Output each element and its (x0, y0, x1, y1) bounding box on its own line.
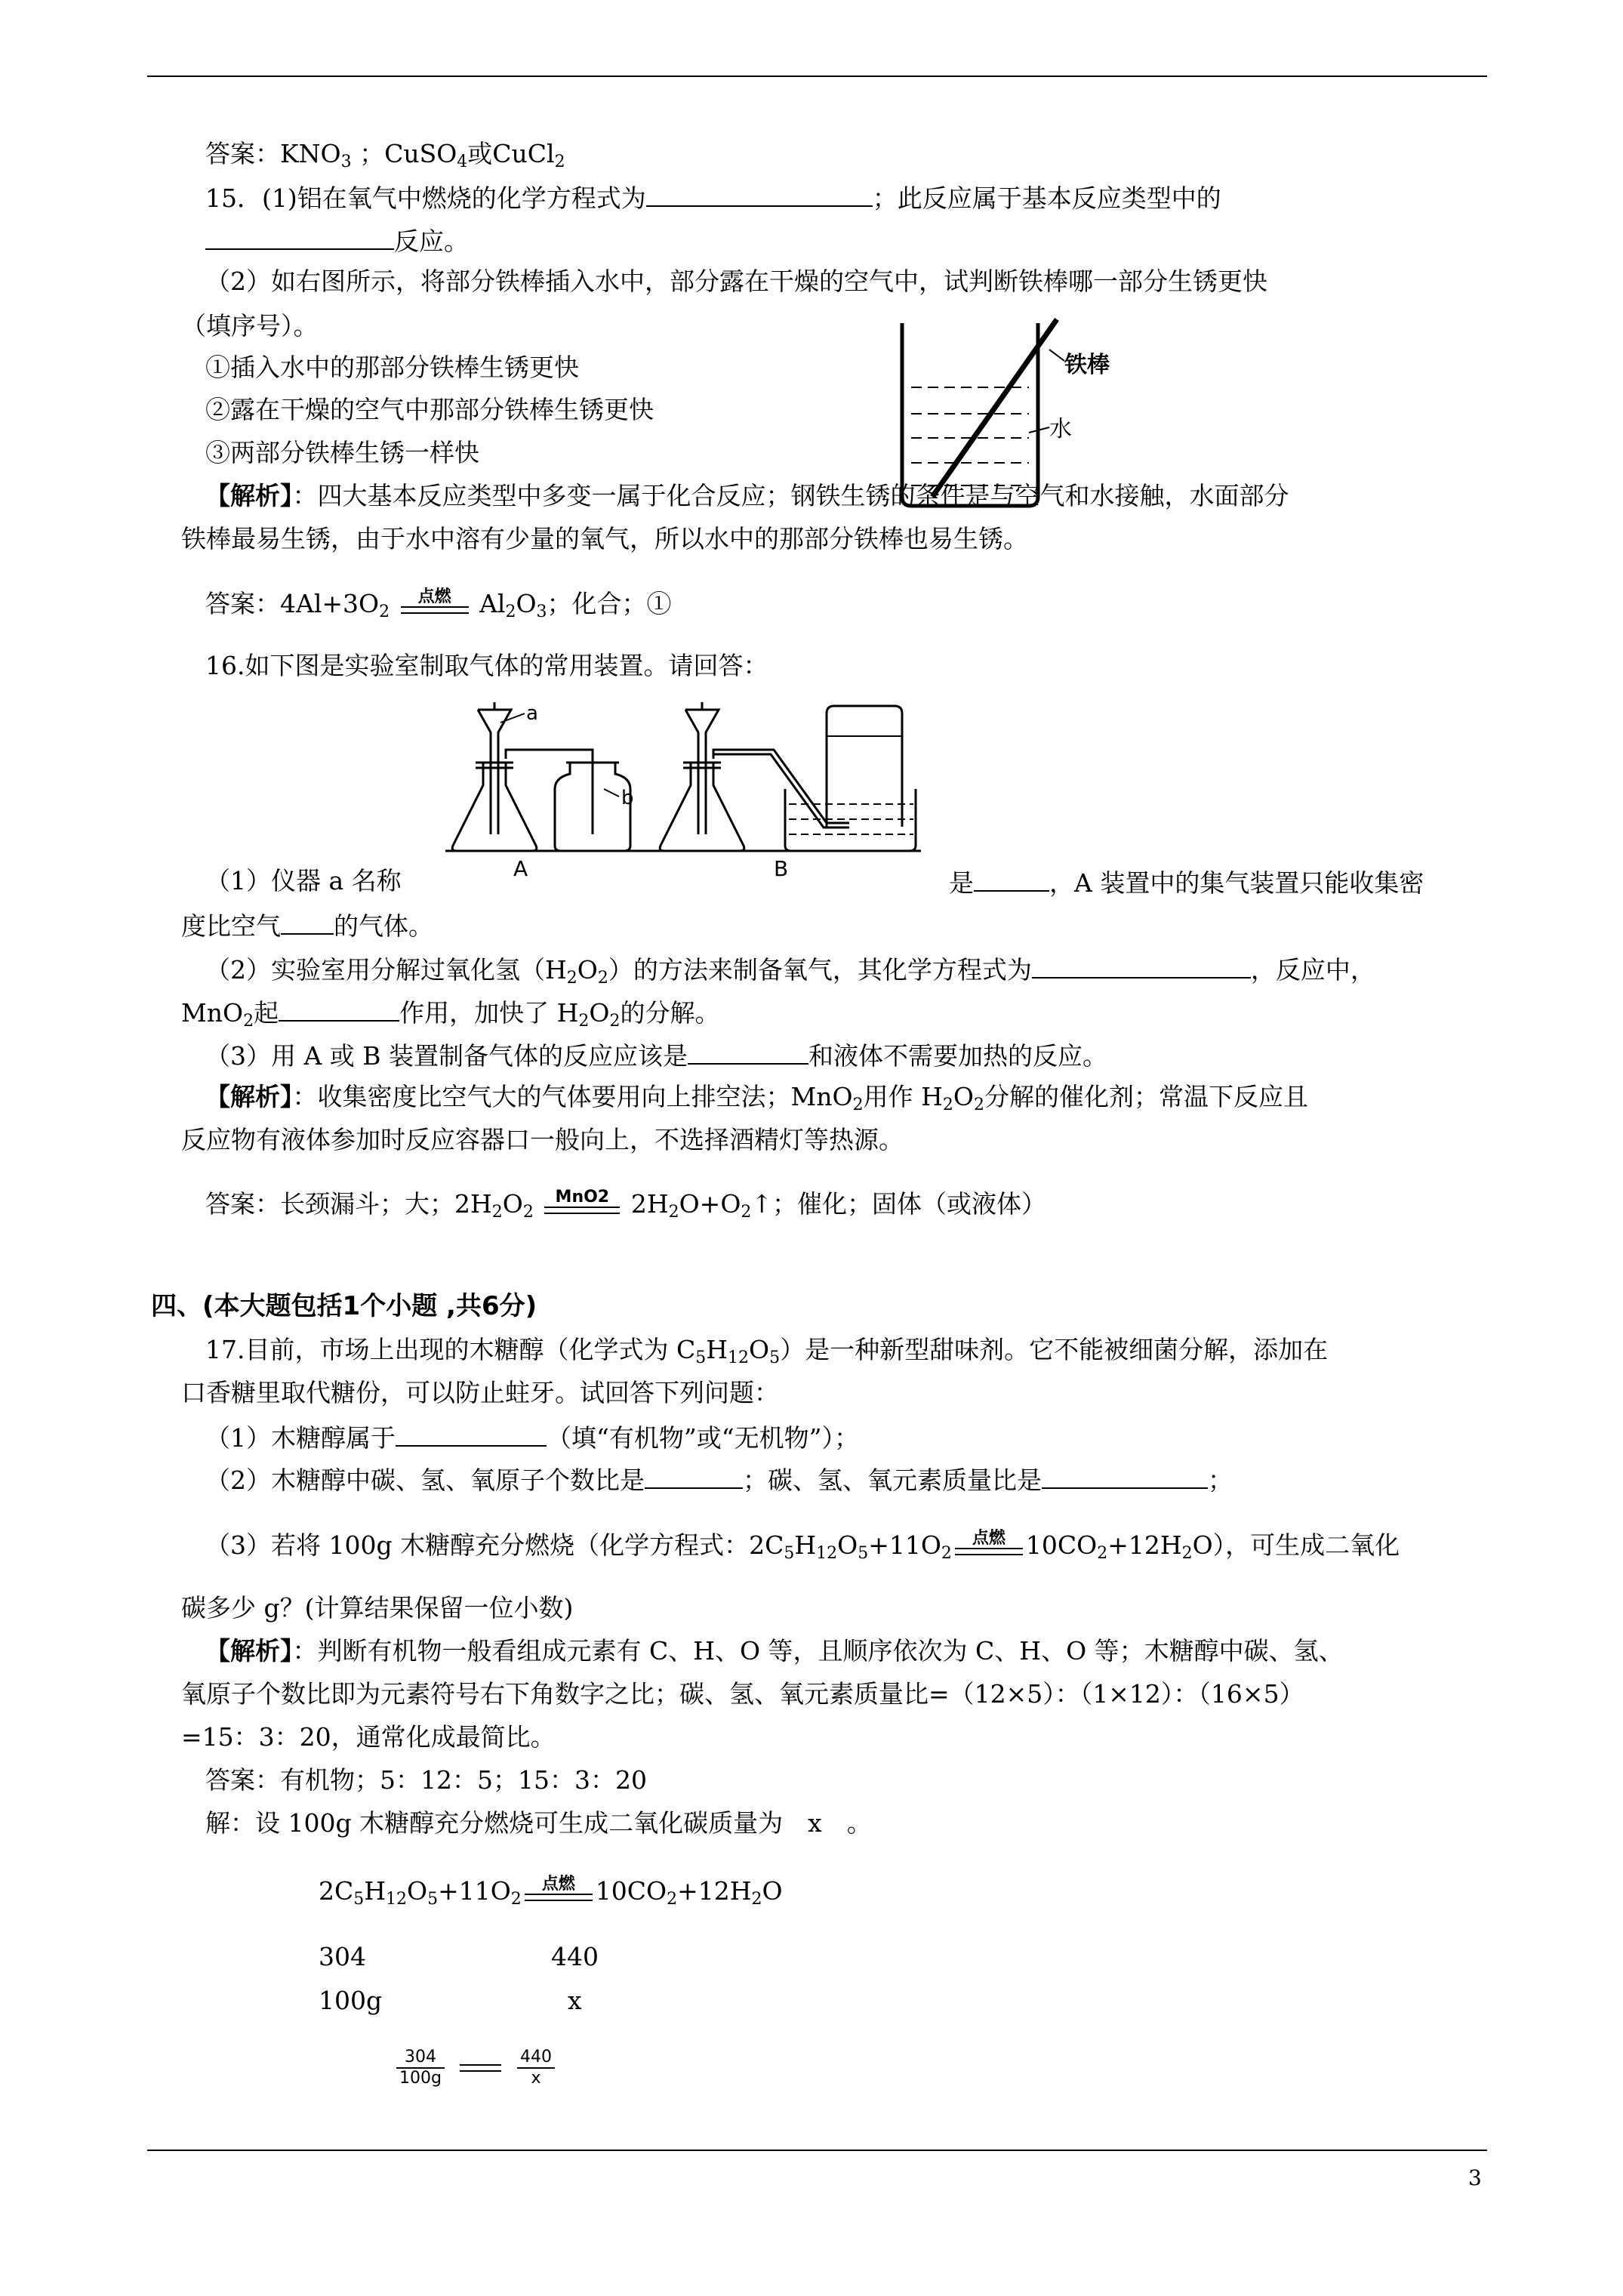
q17-analysis-line1: 【解析】：判断有机物一般看组成元素有 C、H、O 等，且顺序依次为 C、H、O 等；木糖醇中碳、氢、 (205, 1636, 1344, 1666)
q16-analysis-line2: 反应物有液体参加时反应容器口一般向上，不选择酒精灯等热源。 (181, 1125, 904, 1154)
q17-proportion (396, 2048, 555, 2088)
answer-blank (1032, 953, 1251, 978)
q16-part3: （3）用 A 或 B 装置制备气体的反应应该是 和液体不需要加热的反应。 (205, 1039, 1107, 1071)
answer-blank (1042, 1463, 1208, 1489)
gas-apparatus-figure (442, 691, 925, 880)
q17-part3-line2: 碳多少 g？(计算结果保留一位小数) (181, 1593, 574, 1623)
q17-molar-mass-left: 304 (319, 1942, 366, 1971)
reaction-condition: 点燃 (401, 589, 469, 614)
answer-blank (645, 1463, 743, 1489)
q15-answer: 答案：$4Al+3O_2$ 点燃 $Al_2O_3$；化合；① (205, 587, 672, 621)
reaction-condition: MnO2 (544, 1189, 620, 1214)
q15-option-3: ③两部分铁棒生锈一样快 (205, 438, 479, 467)
q14-answer: 答案：$KNO_3$ ；CuSO$_4$或CuCl$_2$ (205, 139, 565, 171)
fraction-left: $\frac{304}{100g}$ (396, 2048, 445, 2088)
q17-mass-right: x (568, 1986, 582, 2015)
label-water: 水 (1049, 416, 1072, 442)
q15-analysis-line2: 铁棒最易生锈，由于水中溶有少量的氧气，所以水中的那部分铁棒也易生锈。 (181, 524, 1028, 553)
reaction-condition: 点燃 (955, 1530, 1023, 1555)
equals-sign (460, 2064, 501, 2072)
q16-part1-line2: 度比空气 的气体。 (181, 909, 433, 942)
q16-intro: 16.如下图是实验室制取气体的常用装置。请回答： (205, 651, 768, 680)
answer-blank (396, 1421, 547, 1447)
q15-analysis-line1: 【解析】：四大基本反应类型中多变一属于化合反应；钢铁生锈的条件是与空气和水接触，水面部分 (205, 481, 1289, 510)
header-rule (147, 76, 1487, 77)
q16-analysis-line1: 【解析】：收集密度比空气大的气体要用向上排空法；MnO$_2$用作 $H_2O_2$分解的催化剂；常温下反应且 (205, 1082, 1308, 1114)
answer-blank (205, 224, 394, 250)
q17-answer: 答案：有机物；5：12：5；15：3：20 (205, 1765, 647, 1795)
q15-part1: 15．(1)铝在氧气中燃烧的化学方程式为 ；此反应属于基本反应类型中的 (205, 181, 1221, 214)
answer-blank (646, 181, 873, 207)
q15-part2-line1: （2）如右图所示，将部分铁棒插入水中，部分露在干燥的空气中，试判断铁棒哪一部分生锈更快 (205, 267, 1267, 296)
q16-part1-line1: （1）仪器 a 名称 是 ，A 装置中的集气装置只能收集密 (205, 866, 1424, 898)
q17-line1: 17.目前，市场上出现的木糖醇（化学式为 $C_5H_{12}O_5$）是一种新型甜味剂。它不能被细菌分解，添加在 (205, 1335, 1329, 1367)
q15-part2-line2: （填序号）。 (181, 311, 319, 341)
label-iron-rod: 铁棒 (1064, 352, 1110, 378)
q17-analysis-line3: =15：3：20，通常化成最简比。 (181, 1722, 556, 1752)
answer-blank (281, 909, 334, 935)
q16-part2-line1: （2）实验室用分解过氧化氢$(H_2O_2)$的方法来制备氧气，其化学方程式为 ，反应中， (205, 953, 1375, 985)
section-heading: 四、(本大题包括1个小题 ,共6分) (151, 1291, 537, 1321)
answer-blank (688, 1039, 808, 1065)
label-A: A (513, 856, 528, 880)
answer-blank (974, 866, 1049, 892)
q15-part1-line2: 反应。 (205, 224, 469, 257)
label-a: a (526, 702, 538, 725)
label-B: B (774, 856, 789, 880)
label-b: b (621, 787, 634, 809)
page-number: 3 (1468, 2165, 1482, 2190)
answer-blank (279, 996, 399, 1022)
q17-part3-line1: （3）若将 100g 木糖醇充分燃烧（化学方程式：$2C_5H_{12}O_5+11O_2$ 点燃 $10CO_2+12H_2O$），可生成二氧化 (205, 1529, 1400, 1563)
q17-part2: （2）木糖醇中碳、氢、氧原子个数比是 ；碳、氢、氧元素质量比是 ； (205, 1463, 1233, 1496)
q17-part1: （1）木糖醇属于 （填“有机物”或“无机物”）； (205, 1421, 859, 1453)
footer-rule (147, 2150, 1487, 2151)
q17-equation: $2C_5H_{12}O_5+11O_2$ 点燃 $10CO_2+12H_2O$ (319, 1875, 783, 1909)
q17-solve: 解：设 100g 木糖醇充分燃烧可生成二氧化碳质量为 x 。 (205, 1808, 872, 1838)
q15-option-1: ①插入水中的那部分铁棒生锈更快 (205, 353, 579, 382)
q16-part2-line2: MnO$_2$起 作用，加快了 $H_2O_2$的分解。 (181, 996, 719, 1028)
fraction-right: $\frac{440}{x}$ (517, 2048, 555, 2088)
q16-answer: 答案：长颈漏斗；大；$2H_2O_2$ MnO2 $2H_2O+O_2↑$；催化；固体（或液体） (205, 1188, 1047, 1222)
q17-line2: 口香糖里取代糖份，可以防止蛀牙。试回答下列问题： (181, 1378, 779, 1407)
q15-option-2: ②露在干燥的空气中那部分铁棒生锈更快 (205, 395, 654, 424)
reaction-condition: 点燃 (525, 1876, 593, 1901)
q17-analysis-line2: 氧原子个数比即为元素符号右下角数字之比；碳、氢、氧元素质量比=（12×5）：（1×12）：（16×5） (181, 1679, 1304, 1709)
q17-molar-mass-right: 440 (551, 1942, 599, 1971)
q17-mass-left: 100g (319, 1986, 383, 2015)
